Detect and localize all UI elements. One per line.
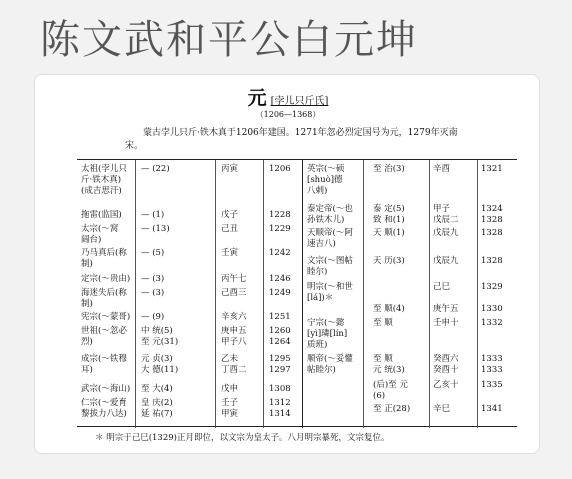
- doc-years: （1206—1368）: [255, 110, 321, 119]
- table-cell-ganzhi: 壬申十: [433, 318, 459, 328]
- table-cell-year: 1228: [269, 210, 291, 220]
- table-cell-year: 1328: [481, 256, 503, 266]
- column-divider: [215, 160, 216, 428]
- table-cell-era: — (9): [141, 312, 165, 322]
- table-cell-ganzhi: 丙午七: [221, 274, 247, 284]
- table-cell-year: 1249: [269, 288, 291, 298]
- table-cell-year: 1206: [269, 164, 291, 174]
- table-cell-name: 乃马真后(称 制): [81, 248, 127, 269]
- table-cell-ganzhi: 庚午五: [433, 304, 459, 314]
- table-cell-era: — (3): [141, 274, 165, 284]
- column-divider: [477, 160, 478, 428]
- table-cell-era: — (13): [141, 224, 170, 234]
- table-cell-era: 泰 定(5) 致 和(1): [373, 204, 405, 225]
- column-divider: [135, 160, 136, 428]
- table-cell-year: 1308: [269, 384, 291, 394]
- table-cell-year: 1242: [269, 248, 291, 258]
- table-cell-ganzhi: 辛巳: [433, 404, 451, 414]
- table-cell-ganzhi: 甲子 戊辰二: [433, 204, 459, 225]
- document-card: [34, 74, 540, 454]
- table-cell-year: 1329: [481, 282, 503, 292]
- doc-intro: 蒙古孛儿只斤·铁木真于1206年建国。1271年忽必烈定国号为元，1279年灭南宋。: [125, 128, 458, 151]
- table-cell-era: 至 大(4): [141, 384, 173, 394]
- table-cell-ganzhi: 己丑: [221, 224, 239, 234]
- column-divider: [263, 160, 264, 428]
- table-cell-ganzhi: 己巳: [433, 282, 451, 292]
- table-cell-year: 1251: [269, 312, 291, 322]
- table-cell-name: 宁宗(～懿 [yì]璘[lín] 质班): [307, 318, 348, 350]
- table-cell-ganzhi: 戊子: [221, 210, 239, 220]
- table-cell-era: 天 历(3): [373, 256, 405, 266]
- table-cell-era: 至 顺(4): [373, 304, 405, 314]
- table-cell-era: — (5): [141, 248, 165, 258]
- table-cell-ganzhi: 壬子 甲寅: [221, 398, 239, 419]
- table-cell-year: 1333 1333: [481, 354, 503, 375]
- table-cell-era: 至 正(28): [373, 404, 411, 414]
- table-cell-year: 1328: [481, 228, 503, 238]
- table-cell-ganzhi: 庚申五 甲子八: [221, 326, 247, 347]
- table-left-half: [77, 160, 303, 428]
- table-cell-era: 元 贞(3) 大 德(11): [141, 354, 179, 375]
- table-cell-era: (后)至 元 (6): [373, 380, 408, 401]
- table-cell-ganzhi: 戊申: [221, 384, 239, 394]
- table-cell-name: 拖雷(监国): [81, 210, 122, 220]
- table-cell-ganzhi: 癸酉六 癸酉十: [433, 354, 459, 375]
- column-divider: [363, 160, 364, 428]
- table-cell-ganzhi: 戊辰九: [433, 228, 459, 238]
- column-divider: [429, 160, 430, 428]
- table-cell-ganzhi: 己酉三: [221, 288, 247, 298]
- table-cell-year: 1321: [481, 164, 503, 174]
- table-cell-name: 文宗(～图帖 睦尔): [307, 256, 353, 277]
- table-cell-era: — (1): [141, 210, 165, 220]
- table-cell-year: 1312 1314: [269, 398, 291, 419]
- table-cell-era: 至 顺 元 统(3): [373, 354, 405, 375]
- table-cell-era: 天 顺(1): [373, 228, 405, 238]
- table-cell-name: 成宗(～铁穆 耳): [81, 354, 127, 375]
- table-cell-year: 1330: [481, 304, 503, 314]
- table-cell-ganzhi: 丙寅: [221, 164, 239, 174]
- heading-char: 元: [247, 87, 267, 109]
- table-cell-ganzhi: 乙亥十: [433, 380, 459, 390]
- emperor-table: [77, 159, 517, 427]
- table-cell-name: 世祖(～忽必 烈): [81, 326, 127, 347]
- table-cell-name: 明宗(～和世 [lá])＊: [307, 282, 353, 303]
- table-cell-year: 1295 1297: [269, 354, 291, 375]
- table-cell-year: 1332: [481, 318, 503, 328]
- table-cell-year: 1229: [269, 224, 291, 234]
- table-cell-ganzhi: 壬寅: [221, 248, 239, 258]
- table-cell-era: 中 统(5) 至 元(31): [141, 326, 179, 347]
- heading-sub: [孛儿只斤氏]: [270, 96, 329, 107]
- table-cell-era: — (22): [141, 164, 170, 174]
- table-cell-name: 太祖(孛儿只 斤·铁木真) (成吉思汗): [81, 164, 127, 196]
- table-cell-name: 定宗(～贵由): [81, 274, 131, 284]
- table-cell-era: 至 顺: [373, 318, 393, 328]
- table-cell-year: 1246: [269, 274, 291, 284]
- table-cell-ganzhi: 乙未 丁酉二: [221, 354, 247, 375]
- table-cell-year: 1341: [481, 404, 503, 414]
- table-cell-year: 1324 1328: [481, 204, 503, 225]
- table-cell-name: 仁宗(～爱育 黎拔力八达): [81, 398, 127, 419]
- page-title: 陈文武和平公白元坤: [40, 17, 418, 63]
- table-cell-era: 至 治(3): [373, 164, 405, 174]
- table-cell-era: — (3): [141, 288, 165, 298]
- table-cell-name: 太宗(～窝 阔台): [81, 224, 119, 245]
- table-cell-ganzhi: 辛亥六: [221, 312, 247, 322]
- table-cell-name: 宪宗(～蒙哥): [81, 312, 131, 322]
- table-cell-ganzhi: 戊辰九: [433, 256, 459, 266]
- table-cell-era: 皇 庆(2) 延 祐(7): [141, 398, 173, 419]
- table-cell-year: 1260 1264: [269, 326, 291, 347]
- table-cell-name: 海迷失后(称 制): [81, 288, 127, 309]
- table-cell-name: 泰定帝(～也 孙铁木儿): [307, 204, 353, 225]
- table-cell-ganzhi: 辛酉: [433, 164, 451, 174]
- table-cell-name: 武宗(～海山): [81, 384, 131, 394]
- table-right-half: [303, 160, 517, 428]
- table-cell-name: 顺帝(～妥懽 帖睦尔): [307, 354, 353, 375]
- table-cell-name: 天顺帝(～阿 速吉八): [307, 228, 353, 249]
- doc-heading: [35, 83, 540, 110]
- table-cell-name: 英宗(～硕 [shuò]德 八剌): [307, 164, 345, 196]
- doc-footnote: ＊ 明宗于己巳(1329)正月即位，以文宗为皇太子。八月明宗暴死，文宗复位。: [95, 433, 390, 443]
- table-cell-year: 1335: [481, 380, 503, 390]
